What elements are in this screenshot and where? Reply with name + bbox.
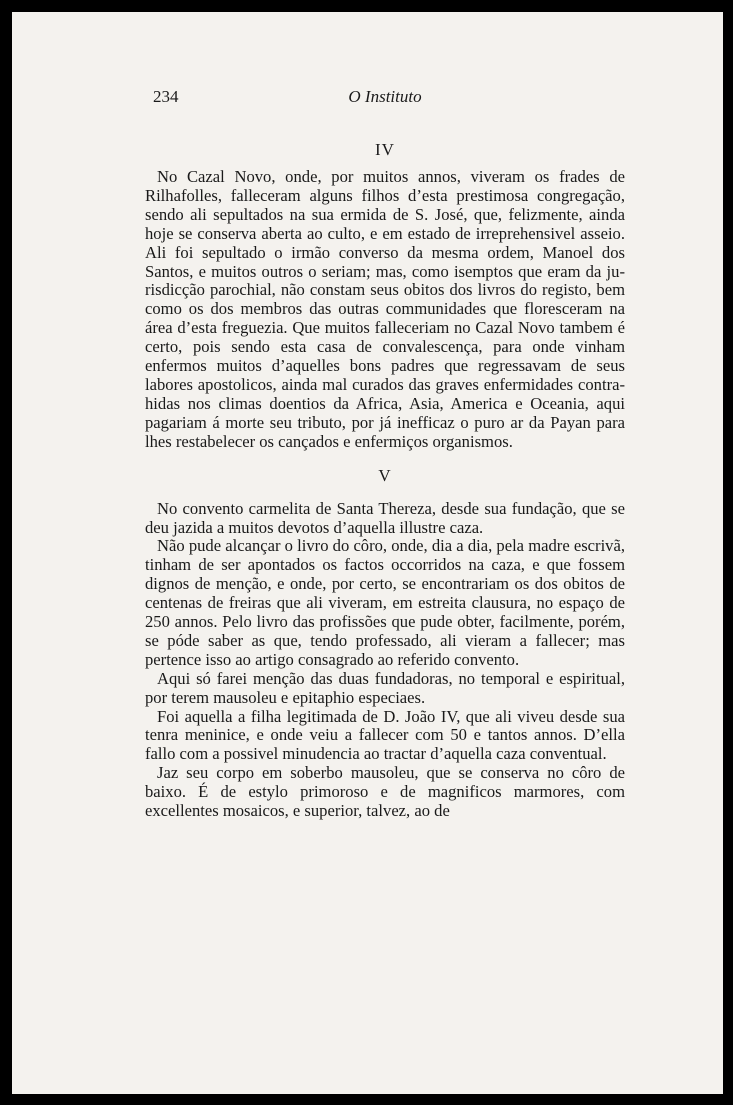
paragraph: Foi aquella a filha legitimada de D. João IV, que ali viveu desde sua tenra meninice, e onde veiu a fallecer com 50 e tantos annos. D’ella fallo com a possivel minudencia ao tractar d’aquella caza conventual.	[145, 706, 625, 764]
paragraph: No convento carmelita de Santa Thereza, desde sua fundação, que se deu jazida a muitos devotos d’aquella illustre caza.	[145, 498, 625, 537]
document-page	[12, 12, 723, 1094]
section-heading-iv: IV	[375, 140, 395, 159]
paragraph: Jaz seu corpo em soberbo mausoleu, que se conserva no côro de baixo. É de estylo primoroso e de magnificos marmores, com excellentes mosaicos, e superior, talvez, ao de	[145, 763, 625, 821]
page-number: 234	[153, 87, 179, 106]
page-content	[145, 82, 625, 821]
paragraph: No Cazal Novo, onde, por muitos annos, viveram os frades de Rilhafolles, falleceram alguns filhos d’esta prestimosa congregação, sendo ali sepultados na sua ermida de S. José, que, felizmente, ainda hoje se conserva aberta ao culto, e em estado de irreprehensivel asseio. Ali foi sepultado o irmão converso da mesma ordem, Manoel dos Santos, e muitos outros o seriam; mas, como isemptos que eram da jurisdicção parochial, não constam seus obitos dos livros do registo, bem como os dos membros das outras communidades que floresceram na área d’esta freguezia. Que muitos falleceriam no Cazal Novo tambem é certo, pois sendo esta casa de convalescença, para onde vinham enfermos muitos d’aquelles bons padres que regressavam de seus labores apostolicos, ainda mal curados das graves enfermidades contrahidas nos climas doentios da Africa, Asia, America e Oceania, aqui pagariam á morte seu tributo, por já inefficaz o puro ar da Payan para lhes restabelecer os cançados e enfermiços organismos.	[145, 167, 625, 451]
paragraph: Aqui só farei menção das duas fundadoras, no temporal e espiritual, por terem mausoleu e epitaphio especiaes.	[145, 668, 625, 707]
page-header	[145, 82, 625, 110]
section-heading-v: V	[378, 465, 392, 485]
running-title: O Instituto	[348, 87, 422, 106]
paragraph: Não pude alcançar o livro do côro, onde, dia a dia, pela madre escrivã, tinham de ser apontados os factos occorridos na caza, e que fossem dignos de menção, e onde, por certo, se encontrariam os dos obitos de centenas de freiras que ali viveram, em estreita clausura, no espaço de 250 annos. Pelo livro das profissões que pude obter, facilmente, porém, se póde saber as que, tendo professado, ali vieram a fallecer; mas pertence isso ao artigo consagrado ao referido convento.	[145, 536, 625, 669]
